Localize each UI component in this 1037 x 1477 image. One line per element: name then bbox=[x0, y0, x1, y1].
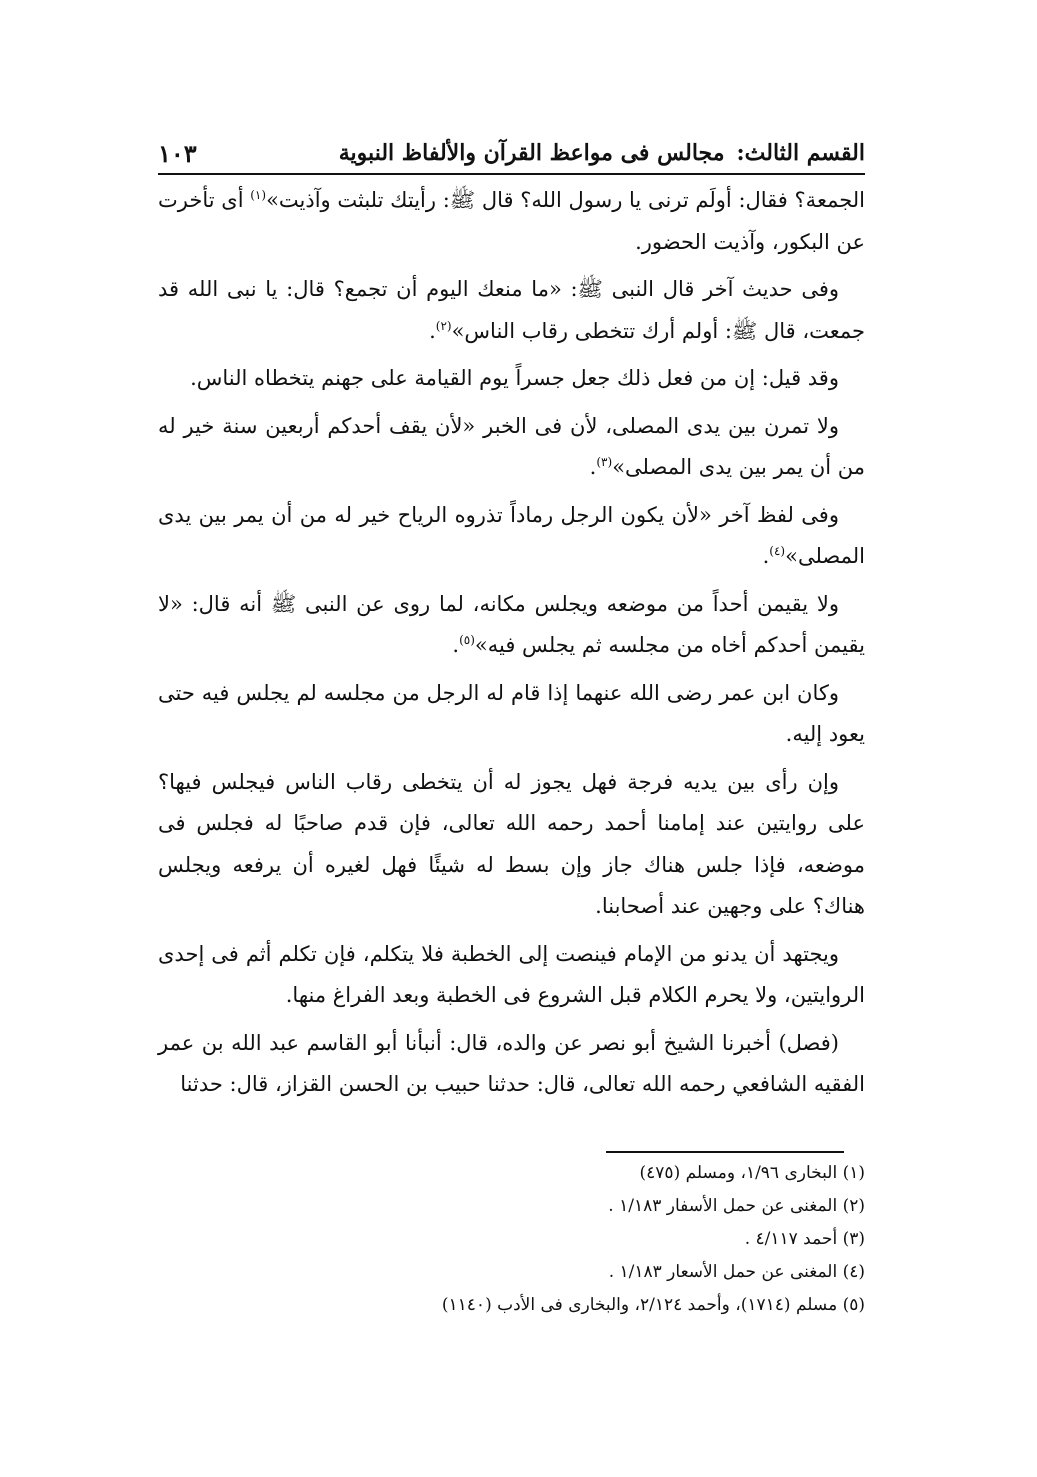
paragraph: ويجتهد أن يدنو من الإمام فينصت إلى الخطبة فلا يتكلم، فإن تكلم أثم فى إحدى الروايتين، ولا يحرم الكلام قبل الشروع فى الخطبة وبعد الفراغ منها. bbox=[158, 941, 865, 1007]
footnote: (٢) المغنى عن حمل الأسفار ١/١٨٣ . bbox=[608, 1196, 865, 1216]
footnotes bbox=[300, 1157, 865, 1322]
footnote-ref: (٢) bbox=[435, 318, 452, 333]
footnote-ref: (١) bbox=[250, 188, 267, 202]
footnote: (٣) أحمد ٤/١١٧ . bbox=[744, 1229, 865, 1249]
header-section-label: القسم الثالث: bbox=[736, 140, 865, 166]
footnote-ref: (٤) bbox=[769, 544, 786, 558]
paragraph: ولا يقيمن أحداً من موضعه ويجلس مكانه، لما روى عن النبى ﷺ أنه قال: «لا يقيمن أحدكم أخاه من مجلسه ثم يجلس فيه»$^{(٥)}$. bbox=[158, 591, 865, 657]
footnote: (٥) مسلم (١٧١٤)، وأحمد ٢/١٢٤، والبخارى فى الأدب (١١٤٠) bbox=[441, 1295, 865, 1315]
footnote: (١) البخارى ١/٩٦، ومسلم (٤٧٥) bbox=[639, 1163, 865, 1183]
page-number: ١٠٣ bbox=[158, 138, 197, 168]
header-title-block bbox=[339, 140, 865, 166]
paragraph: وفى حديث آخر قال النبى ﷺ: «ما منعك اليوم أن تجمع؟ قال: يا نبى الله قد جمعت، قال ﷺ: أولم أرك تتخطى رقاب الناس»$^{(٢)}$. bbox=[158, 277, 865, 343]
footnote: (٤) المغنى عن حمل الأسعار ١/١٨٣ . bbox=[608, 1262, 865, 1282]
paragraph: وكان ابن عمر رضى الله عنهما إذا قام له الرجل من مجلسه لم يجلس فيه حتى يعود إليه. bbox=[158, 680, 865, 746]
header-title: مجالس فى مواعظ القرآن والألفاظ النبوية bbox=[338, 140, 725, 166]
body-text bbox=[158, 180, 865, 1112]
paragraph: وقد قيل: إن من فعل ذلك جعل جسراً يوم القيامة على جهنم يتخطاه الناس. bbox=[190, 366, 839, 390]
footnote-divider bbox=[606, 1151, 844, 1153]
paragraph: (فصل) أخبرنا الشيخ أبو نصر عن والده، قال: أنبأنا أبو القاسم عبد الله بن عمر الفقيه الشافعي رحمه الله تعالى، قال: حدثنا حبيب بن الحسن القزاز، قال: حدثنا bbox=[158, 1030, 865, 1096]
paragraph: ولا تمرن بين يدى المصلى، لأن فى الخبر «لأن يقف أحدكم أربعين سنة خير له من أن يمر بين يدى المصلى»$^{(٣)}$. bbox=[158, 413, 865, 479]
paragraph: وإن رأى بين يديه فرجة فهل يجوز له أن يتخطى رقاب الناس فيجلس فيها؟ على روايتين عند إمامنا أحمد رحمه الله تعالى، فإن قدم صاحبًا له فجلس فى موضعه، فإذا جلس هناك جاز وإن بسط له شيئًا فهل لغيره أن يرفعه ويجلس هناك؟ على وجهين عند أصحابنا. bbox=[158, 769, 865, 918]
running-header bbox=[158, 133, 865, 175]
paragraph: الجمعة؟ فقال: أولَم ترنى يا رسول الله؟ قال ﷺ: رأيتك تلبثت وآذيت»$^{(١)}$ أى تأخرت عن البكور، وآذيت الحضور. bbox=[158, 188, 865, 254]
footnote-ref: (٥) bbox=[459, 633, 475, 647]
paragraph: وفى لفظ آخر «لأن يكون الرجل رماداً تذروه الرياح خير له من أن يمر بين يدى المصلى»$^{(٤)}$. bbox=[158, 502, 865, 568]
footnote-ref: (٣) bbox=[596, 455, 613, 469]
